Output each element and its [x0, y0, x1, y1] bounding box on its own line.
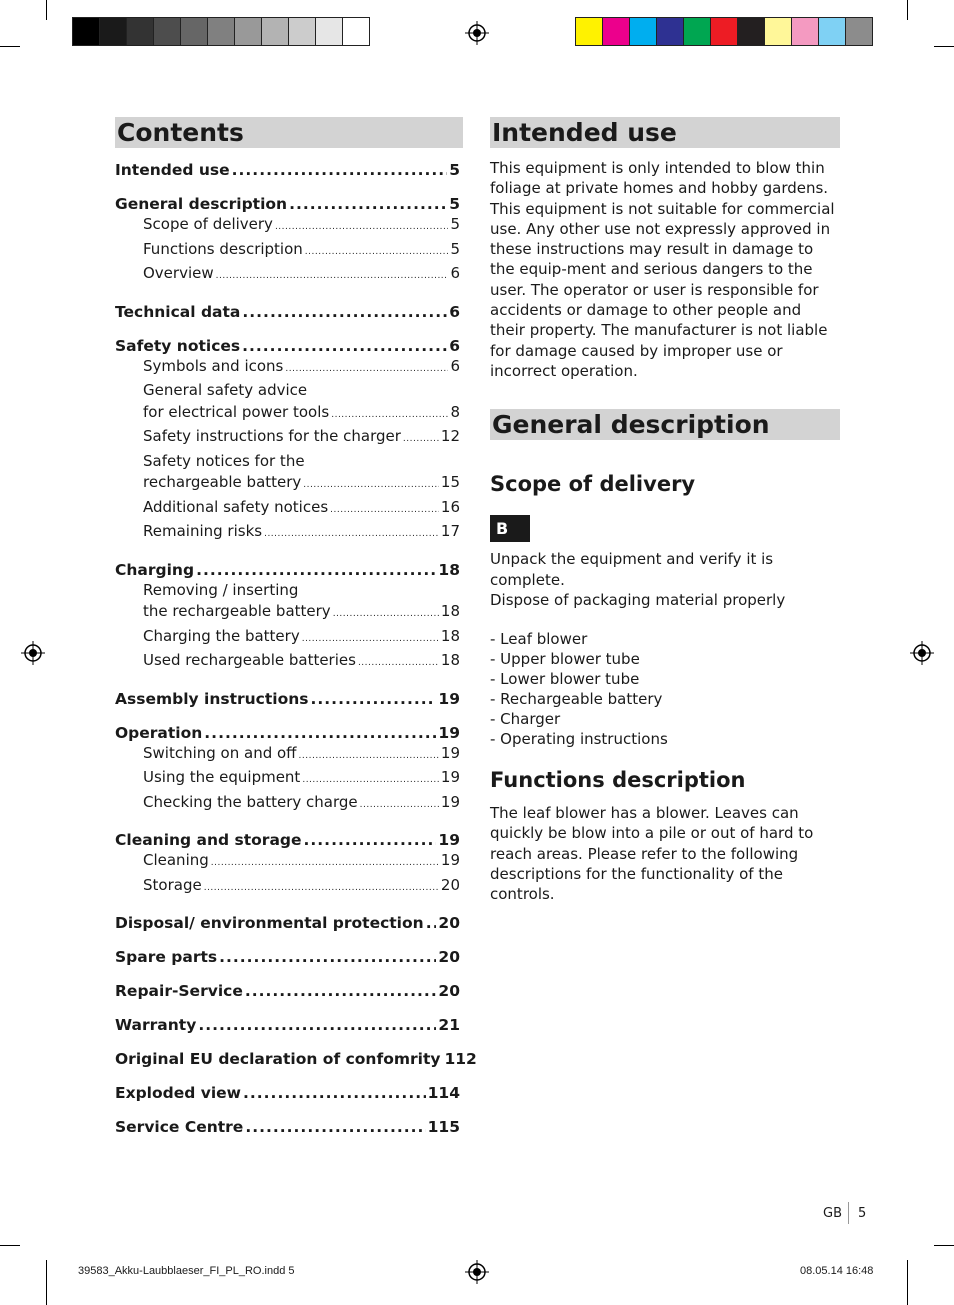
contents-heading: Contents — [115, 117, 463, 148]
color-swatch — [153, 17, 181, 46]
toc-entry — [115, 1117, 463, 1137]
toc-dot-leader — [302, 770, 439, 792]
toc-dot-leader — [211, 853, 439, 875]
intended-use-heading: Intended use — [490, 117, 840, 148]
toc-subentry — [115, 239, 463, 264]
scope-intro-line-1: Unpack the equipment and verify it is complete. — [490, 550, 774, 589]
toc-entry — [115, 194, 463, 214]
toc-dot-leader — [330, 500, 439, 522]
toc-dot-leader — [331, 405, 448, 427]
scope-of-delivery-heading: Scope of delivery — [490, 472, 696, 497]
toc-dot-leader — [198, 1015, 436, 1035]
toc-subentry-page: 5 — [450, 239, 460, 258]
toc-subentry-page: 19 — [440, 792, 460, 811]
color-swatch — [764, 17, 792, 46]
intended-use-text: This equipment is only intended to blow thin foliage at private homes and hobby gardens. This equipment is not suitable for commercial use. Any other use not expressly approved in these instructions may result in damage to the equip-ment and serious dangers to the user. The operator or user is responsible for accidents or damage to other people and their property. The manufacturer is not liable for damage caused by improper use or incorrect operation. — [490, 159, 835, 380]
toc-subentry — [115, 214, 463, 239]
toc-entry-page: 114 — [427, 1084, 460, 1102]
toc-entry — [115, 560, 463, 580]
color-swatch — [180, 17, 208, 46]
list-item: - Upper blower tube — [490, 650, 640, 669]
toc-dot-leader — [245, 1117, 425, 1137]
toc-dot-leader — [360, 795, 439, 817]
toc-entry — [115, 1015, 463, 1035]
toc-entry-label: Assembly instructions — [115, 689, 309, 708]
color-swatch — [315, 17, 343, 46]
crop-mark — [934, 46, 954, 47]
toc-subentry-page: 8 — [450, 402, 460, 421]
crop-mark — [46, 1260, 47, 1305]
toc-subentry-label-first-line: General safety advice — [143, 381, 308, 399]
toc-subentry — [115, 472, 463, 497]
toc-dot-leader — [242, 302, 447, 322]
figure-label-badge: B — [490, 515, 530, 542]
scope-intro-line-2: Dispose of packaging material properly — [490, 590, 786, 609]
toc-entry-page: 18 — [438, 560, 460, 579]
toc-entry-page: 5 — [449, 161, 460, 179]
toc-subentry — [115, 402, 463, 427]
toc-entry-label: Exploded view — [115, 1084, 241, 1102]
toc-subentry-label: Additional safety notices — [143, 497, 329, 516]
toc-subentry-page: 18 — [440, 626, 460, 645]
color-swatch — [629, 17, 657, 46]
toc-subentry-label: Storage — [143, 875, 202, 894]
toc-subentry-page: 15 — [440, 473, 460, 491]
toc-entry-label: Repair-Service — [115, 982, 243, 1000]
toc-entry-page: 115 — [427, 1118, 460, 1136]
grayscale-color-bar — [72, 17, 369, 46]
toc-subentry-page: 20 — [440, 875, 460, 894]
toc-dot-leader — [403, 429, 439, 451]
toc-entry-label: Charging — [115, 560, 195, 579]
toc-subentry — [115, 497, 463, 522]
toc-entry — [115, 160, 463, 180]
toc-entry — [115, 1083, 463, 1103]
registration-mark-icon — [465, 21, 489, 45]
slug-date-time: 08.05.14 16:48 — [800, 1265, 874, 1277]
footer-language: GB — [823, 1206, 842, 1221]
color-swatch — [575, 17, 603, 46]
main-column — [490, 117, 840, 905]
toc-subentry-label: Used rechargeable batteries — [143, 651, 356, 669]
toc-dot-leader — [196, 560, 436, 580]
toc-subentry — [115, 767, 463, 792]
toc-entry-label: Technical data — [115, 302, 241, 321]
toc-entry — [115, 947, 463, 967]
general-description-heading: General description — [490, 409, 840, 440]
color-swatch — [288, 17, 316, 46]
toc-dot-leader — [232, 160, 448, 180]
list-item: - Charger — [490, 710, 561, 729]
functions-description-heading: Functions description — [490, 768, 746, 793]
list-item: - Lower blower tube — [490, 670, 640, 689]
toc-dot-leader — [289, 194, 447, 214]
toc-dot-leader — [219, 947, 436, 967]
toc-subentry-page: 6 — [450, 356, 460, 375]
toc-entry-label: Disposal/ environmental protection — [115, 914, 424, 932]
toc-entry — [115, 830, 463, 850]
toc-entry-label: Original EU declaration of confomrity — [115, 1050, 441, 1068]
toc-entry-label: Intended use — [115, 161, 230, 179]
toc-entry-page: 21 — [438, 1016, 460, 1034]
crop-mark — [907, 1260, 908, 1305]
toc-subentry — [115, 263, 463, 288]
toc-entry — [115, 336, 463, 356]
toc-subentry-label: Cleaning — [143, 851, 209, 869]
color-swatch — [72, 17, 100, 46]
toc-subentry-label: Symbols and icons — [143, 356, 284, 375]
toc-subentry-page: 18 — [440, 602, 460, 620]
toc-subentry — [115, 850, 463, 875]
toc-entry-page: 19 — [438, 723, 460, 742]
color-swatch — [656, 17, 684, 46]
toc-dot-leader — [204, 723, 436, 743]
toc-dot-leader — [304, 830, 437, 850]
scope-item-list — [490, 629, 840, 749]
color-swatch — [126, 17, 154, 46]
toc-subentry — [115, 426, 463, 451]
toc-subentry-page: 12 — [440, 427, 460, 445]
toc-dot-leader — [358, 653, 439, 675]
toc-entry-label: Warranty — [115, 1016, 197, 1034]
toc-subentry-label: Functions description — [143, 239, 303, 258]
toc-dot-leader — [242, 336, 447, 356]
toc-dot-leader — [299, 746, 439, 768]
toc-entry-label: General description — [115, 195, 288, 213]
toc-subentry-page: 17 — [440, 522, 460, 540]
toc-entry-page: 20 — [438, 948, 460, 966]
toc-entry-page: 5 — [449, 195, 460, 213]
crop-mark — [0, 46, 20, 47]
toc-dot-leader — [216, 266, 449, 288]
toc-subentry-page: 19 — [440, 851, 460, 869]
registration-mark-icon — [21, 641, 45, 665]
registration-mark-icon — [910, 641, 934, 665]
toc-dot-leader — [311, 689, 437, 709]
toc-dot-leader — [302, 629, 439, 651]
toc-subentry — [115, 356, 463, 381]
crop-mark — [907, 0, 908, 20]
color-swatch — [342, 17, 370, 46]
toc-dot-leader — [204, 878, 439, 900]
toc-entry-label: Operation — [115, 723, 203, 742]
toc-dot-leader — [333, 604, 439, 626]
footer-page-number: 5 — [858, 1206, 867, 1221]
toc-dot-leader — [303, 475, 439, 497]
toc-subentry-label: Scope of delivery — [143, 215, 273, 233]
toc-entry — [115, 981, 463, 1001]
toc-subentry — [115, 601, 463, 626]
toc-subentry — [115, 792, 463, 817]
toc-dot-leader — [285, 359, 448, 381]
toc-subentry-label: Remaining risks — [143, 522, 263, 540]
color-swatch — [683, 17, 711, 46]
toc-subentry — [115, 521, 463, 546]
toc-entry-label: Cleaning and storage — [115, 831, 302, 849]
crop-mark — [934, 1245, 954, 1246]
color-swatch — [207, 17, 235, 46]
toc-subentry-page: 19 — [440, 768, 460, 786]
toc-dot-leader — [243, 1083, 426, 1103]
toc-entry-page: 6 — [449, 302, 460, 321]
toc-dot-leader — [245, 981, 437, 1001]
toc-subentry-label: Overview — [143, 264, 214, 282]
list-item: - Operating instructions — [490, 730, 668, 749]
toc-entry — [115, 302, 463, 322]
toc-subentry-label: Checking the battery charge — [143, 792, 358, 811]
toc-dot-leader — [426, 913, 437, 933]
toc-dot-leader — [305, 242, 449, 264]
contents-column — [115, 117, 477, 1137]
color-swatch — [818, 17, 846, 46]
toc-dot-leader — [275, 217, 449, 239]
toc-subentry — [115, 743, 463, 768]
toc-subentry-label: Switching on and off — [143, 743, 297, 762]
toc-subentry-page: 6 — [450, 264, 460, 282]
footer-divider — [848, 1202, 849, 1224]
toc-subentry-label-first-line: Removing / inserting — [143, 580, 299, 599]
toc-dot-leader — [264, 524, 439, 546]
toc-subentry-label: rechargeable battery — [143, 473, 302, 491]
toc-entry — [115, 1049, 477, 1069]
color-swatch — [737, 17, 765, 46]
color-swatch — [234, 17, 262, 46]
color-swatch — [602, 17, 630, 46]
color-swatch — [710, 17, 738, 46]
toc-subentry-label: Safety instructions for the charger — [143, 427, 401, 445]
toc-entry-label: Safety notices — [115, 336, 241, 355]
toc-subentry-page: 18 — [440, 651, 460, 669]
toc-entry-page: 6 — [449, 336, 460, 355]
color-swatch — [791, 17, 819, 46]
registration-mark-icon — [465, 1260, 489, 1284]
toc-entry-page: 112 — [444, 1050, 477, 1068]
color-swatch — [99, 17, 127, 46]
slug-file-name: 39583_Akku-Laubblaeser_FI_PL_RO.indd 5 — [78, 1265, 295, 1277]
crop-mark — [0, 1245, 20, 1246]
toc-entry — [115, 913, 463, 933]
toc-subentry-page: 16 — [440, 497, 460, 516]
list-item: - Rechargeable battery — [490, 690, 663, 709]
toc-entry-page: 19 — [438, 831, 460, 849]
toc-subentry-label: the rechargeable battery — [143, 602, 331, 620]
crop-mark — [46, 0, 47, 20]
toc-subentry-page: 5 — [450, 215, 460, 233]
toc-subentry-label: Charging the battery — [143, 626, 300, 645]
toc-subentry-page: 19 — [440, 743, 460, 762]
toc-subentry-label: Using the equipment — [143, 768, 301, 786]
toc-entry-page: 20 — [438, 982, 460, 1000]
toc-entry-label: Service Centre — [115, 1118, 244, 1136]
list-item: - Leaf blower — [490, 630, 588, 649]
process-color-bar — [575, 17, 872, 46]
toc-subentry — [115, 650, 463, 675]
table-of-contents — [115, 160, 477, 1137]
functions-description-text: The leaf blower has a blower. Leaves can quickly be blow into a pile or out of hard to reach areas. Please refer to the following descriptions for the functionality of the controls. — [490, 804, 814, 904]
toc-subentry-label-first-line: Safety notices for the — [143, 451, 305, 470]
toc-entry-label: Spare parts — [115, 948, 218, 966]
toc-subentry-label: for electrical power tools — [143, 402, 330, 421]
toc-entry — [115, 689, 463, 709]
toc-entry-page: 19 — [438, 689, 460, 708]
toc-subentry — [115, 875, 463, 900]
color-swatch — [845, 17, 873, 46]
toc-entry-page: 20 — [438, 914, 460, 932]
toc-entry — [115, 723, 463, 743]
toc-subentry — [115, 626, 463, 651]
color-swatch — [261, 17, 289, 46]
